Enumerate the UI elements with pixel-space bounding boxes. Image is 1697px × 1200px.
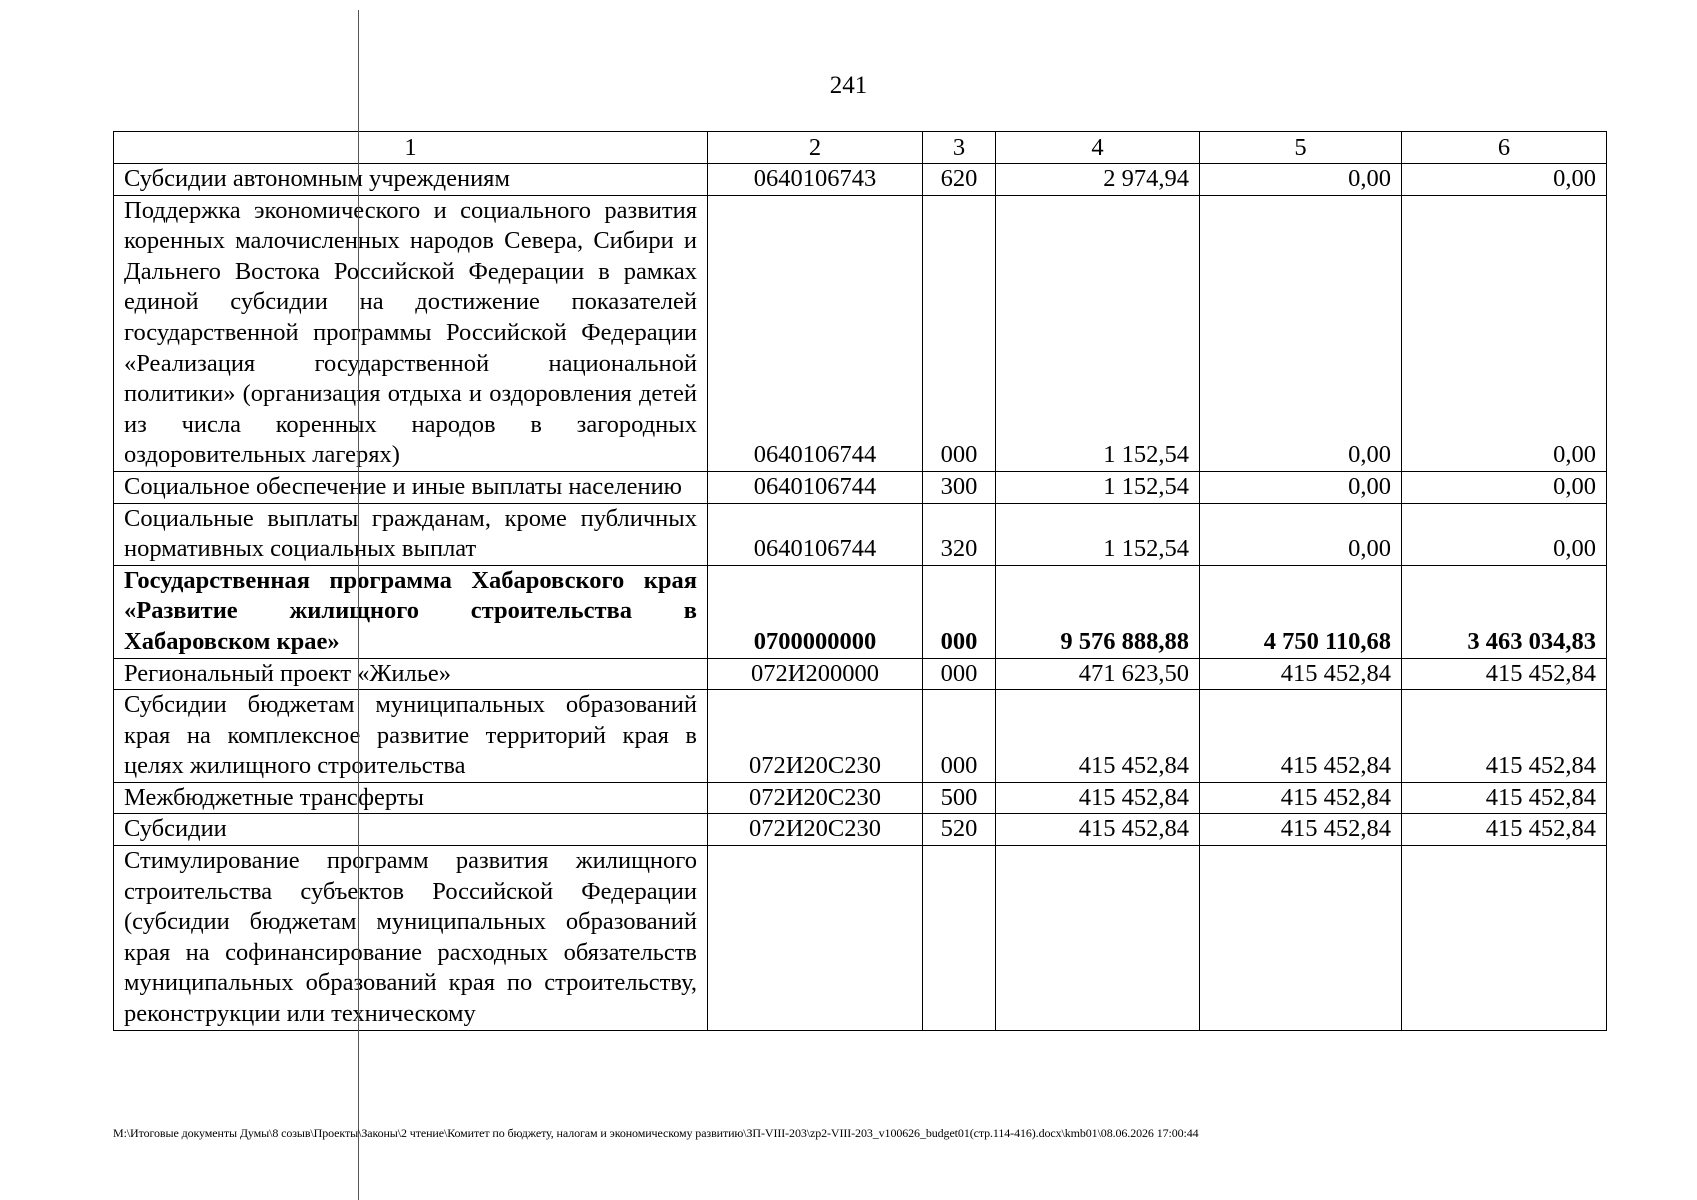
row-expense-type: 000 xyxy=(923,690,996,783)
row-amount-col5 xyxy=(1200,846,1402,1031)
row-expense-type: 000 xyxy=(923,565,996,658)
row-amount-col6: 0,00 xyxy=(1402,503,1607,565)
row-amount-col6: 3 463 034,83 xyxy=(1402,565,1607,658)
row-expense-type: 500 xyxy=(923,782,996,814)
row-expense-type: 300 xyxy=(923,471,996,503)
table-row xyxy=(114,503,1607,565)
row-amount-col6: 415 452,84 xyxy=(1402,814,1607,846)
row-amount-col4: 2 974,94 xyxy=(996,164,1200,196)
table-row xyxy=(114,164,1607,196)
row-name: Стимулирование программ развития жилищного строительства субъектов Российской Федерации (субсидии бюджетам муниципальных образований края на софинансирование расходных обязательств муниципальных образований края по строительству, реконструкции или техническому xyxy=(114,846,708,1031)
table-row xyxy=(114,471,1607,503)
row-amount-col5: 0,00 xyxy=(1200,164,1402,196)
column-header: 6 xyxy=(1402,132,1607,164)
row-expense-type: 520 xyxy=(923,814,996,846)
row-code: 072И20С230 xyxy=(708,814,923,846)
row-amount-col6 xyxy=(1402,846,1607,1031)
column-header: 3 xyxy=(923,132,996,164)
row-amount-col5: 415 452,84 xyxy=(1200,690,1402,783)
row-amount-col6: 415 452,84 xyxy=(1402,658,1607,690)
row-code: 0640106744 xyxy=(708,503,923,565)
row-name: Субсидии бюджетам муниципальных образований края на комплексное развитие территорий края в целях жилищного строительства xyxy=(114,690,708,783)
row-amount-col6: 0,00 xyxy=(1402,164,1607,196)
row-amount-col5: 415 452,84 xyxy=(1200,658,1402,690)
row-name: Субсидии xyxy=(114,814,708,846)
row-amount-col4: 415 452,84 xyxy=(996,782,1200,814)
scan-artifact-line xyxy=(358,10,359,1200)
row-code: 072И200000 xyxy=(708,658,923,690)
column-header: 4 xyxy=(996,132,1200,164)
row-amount-col6: 415 452,84 xyxy=(1402,690,1607,783)
row-code: 0640106744 xyxy=(708,471,923,503)
row-amount-col4 xyxy=(996,846,1200,1031)
table-row xyxy=(114,814,1607,846)
row-amount-col4: 9 576 888,88 xyxy=(996,565,1200,658)
row-amount-col5: 0,00 xyxy=(1200,471,1402,503)
column-header: 2 xyxy=(708,132,923,164)
row-code: 072И20С230 xyxy=(708,782,923,814)
row-name: Поддержка экономического и социального развития коренных малочисленных народов Севера, Сибири и Дальнего Востока Российской Федерации в рамках единой субсидии на достижение показателей государственной программы Российской Федерации «Реализация государственной национальной политики» (организация отдыха и оздоровления детей из числа коренных народов в загородных оздоровительных лагерях) xyxy=(114,195,708,471)
table-row xyxy=(114,690,1607,783)
row-amount-col5: 4 750 110,68 xyxy=(1200,565,1402,658)
column-header: 5 xyxy=(1200,132,1402,164)
row-code xyxy=(708,846,923,1031)
row-amount-col6: 0,00 xyxy=(1402,195,1607,471)
table-row-program-total xyxy=(114,565,1607,658)
row-amount-col4: 415 452,84 xyxy=(996,814,1200,846)
row-amount-col5: 415 452,84 xyxy=(1200,814,1402,846)
row-amount-col4: 1 152,54 xyxy=(996,471,1200,503)
row-amount-col6: 0,00 xyxy=(1402,471,1607,503)
row-amount-col4: 415 452,84 xyxy=(996,690,1200,783)
row-name: Государственная программа Хабаровского края «Развитие жилищного строительства в Хабаровском крае» xyxy=(114,565,708,658)
row-name: Межбюджетные трансферты xyxy=(114,782,708,814)
row-expense-type: 000 xyxy=(923,195,996,471)
file-path-footer: M:\Итоговые документы Думы\8 созыв\Проекты\Законы\2 чтение\Комитет по бюджету, налогам и экономическому развитию\ЗП-VIII-203\zp2-VIII-203_v100626_budget01(стр.114-416).docx\kmb01\08.06.2026 17:00:44 xyxy=(113,1126,1199,1140)
row-name: Региональный проект «Жилье» xyxy=(114,658,708,690)
row-amount-col4: 471 623,50 xyxy=(996,658,1200,690)
column-header: 1 xyxy=(114,132,708,164)
table-row xyxy=(114,782,1607,814)
page-number: 241 xyxy=(829,72,868,99)
row-expense-type: 320 xyxy=(923,503,996,565)
row-amount-col5: 0,00 xyxy=(1200,503,1402,565)
row-code: 0640106743 xyxy=(708,164,923,196)
row-amount-col4: 1 152,54 xyxy=(996,195,1200,471)
row-amount-col6: 415 452,84 xyxy=(1402,782,1607,814)
row-expense-type xyxy=(923,846,996,1031)
row-amount-col5: 415 452,84 xyxy=(1200,782,1402,814)
row-expense-type: 000 xyxy=(923,658,996,690)
row-name: Социальные выплаты гражданам, кроме публичных нормативных социальных выплат xyxy=(114,503,708,565)
row-code: 0700000000 xyxy=(708,565,923,658)
row-amount-col5: 0,00 xyxy=(1200,195,1402,471)
table-row xyxy=(114,195,1607,471)
budget-table xyxy=(113,131,1607,1031)
row-name: Социальное обеспечение и иные выплаты населению xyxy=(114,471,708,503)
row-amount-col4: 1 152,54 xyxy=(996,503,1200,565)
row-expense-type: 620 xyxy=(923,164,996,196)
row-code: 072И20С230 xyxy=(708,690,923,783)
row-name: Субсидии автономным учреждениям xyxy=(114,164,708,196)
row-code: 0640106744 xyxy=(708,195,923,471)
table-row xyxy=(114,846,1607,1031)
table-row xyxy=(114,658,1607,690)
table-header-row xyxy=(114,132,1607,164)
